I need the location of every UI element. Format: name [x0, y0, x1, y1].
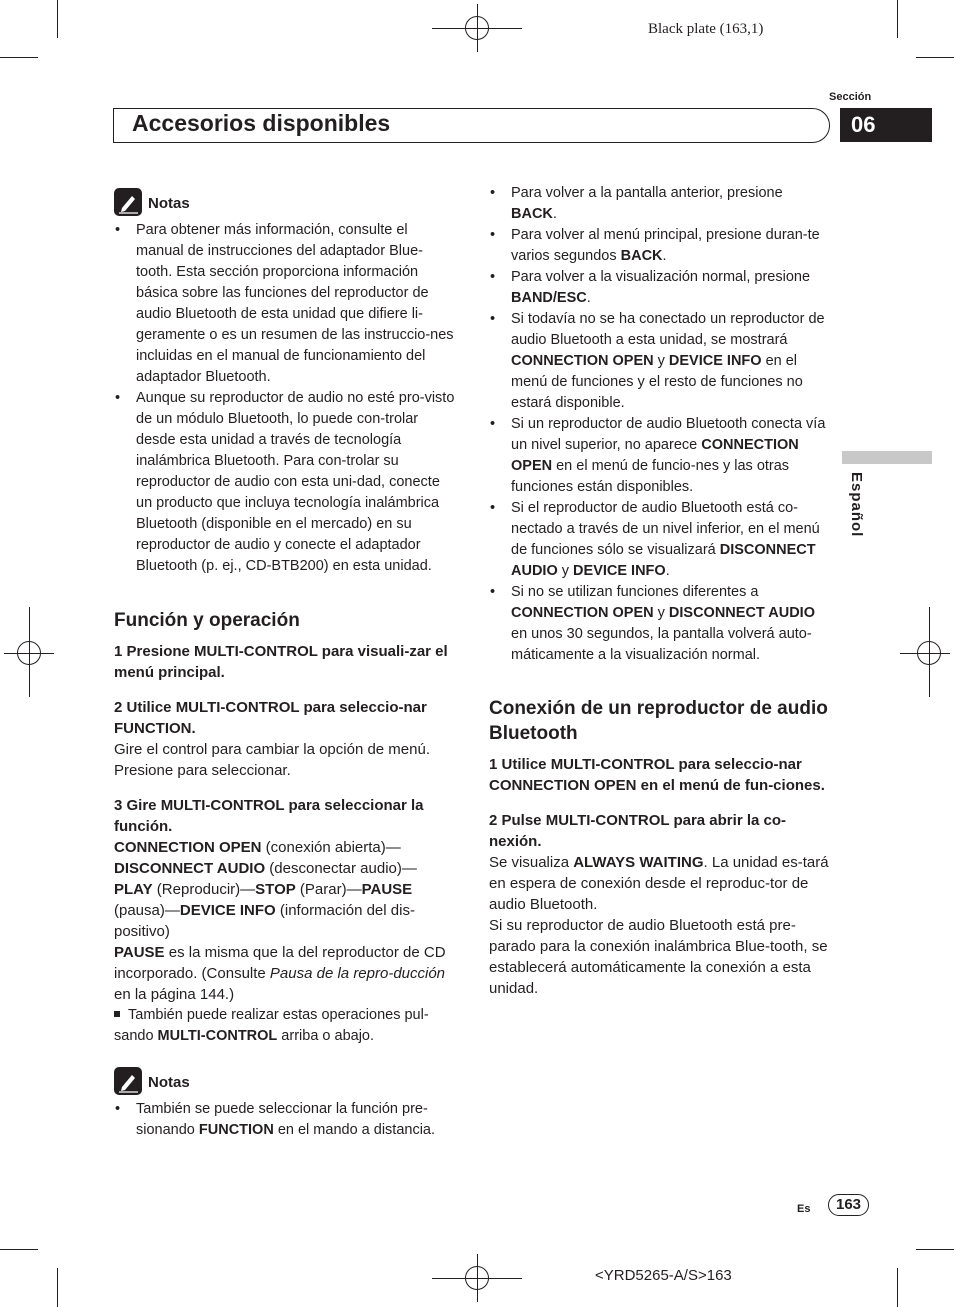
body-text: Se visualiza — [489, 854, 574, 871]
notes-label: Notas — [148, 1074, 190, 1091]
bullet-icon: • — [490, 311, 496, 327]
bullet-icon: • — [490, 185, 496, 201]
body-text: y — [557, 563, 574, 579]
page-title: Accesorios disponibles — [132, 110, 391, 136]
function-desc: (desconectar audio)— — [265, 860, 417, 877]
bullet-icon: • — [115, 222, 121, 238]
body-text: Si el reproductor de audio Bluetooth está co-nectado a través de un nivel inferior, en el menú de funciones sólo se visualizará — [511, 500, 820, 558]
step-heading: 1 Presione MULTI-CONTROL para visuali-zar el menú principal. — [114, 643, 448, 681]
crop-mark — [57, 0, 58, 38]
bullet-icon: • — [115, 390, 121, 406]
keyword: CONNECTION OPEN — [511, 437, 799, 474]
function-desc: (Parar)— — [295, 881, 362, 898]
pause-paragraph — [114, 942, 459, 1005]
bullet-icon: • — [115, 1101, 121, 1117]
keyword: CONNECTION OPEN — [511, 605, 654, 621]
cross-reference: Pausa de la repro-ducción — [269, 965, 446, 982]
list-item: • Si el reproductor de audio Bluetooth está co-nectado a través de un nivel inferior, en el menú de funciones sólo se visualizará DISCONNECT AUDIO y DEVICE INFO. — [490, 500, 820, 579]
body-text: . La unidad es-tará en espera de conexión desde el reproduc-tor de audio Bluetooth. — [489, 854, 829, 913]
keyword: ALWAYS WAITING — [573, 854, 704, 871]
keyword: BAND/ESC — [511, 290, 587, 306]
body-text: en el menú de funcio-nes y las otras funciones están disponibles. — [511, 458, 790, 495]
square-bullet-icon — [114, 1011, 120, 1017]
section-label: Sección — [829, 91, 872, 103]
step-heading: 3 Gire MULTI-CONTROL para seleccionar la función. — [114, 797, 424, 835]
footer-language: Es — [797, 1203, 811, 1215]
list-item: • Para volver a la pantalla anterior, presione BACK. — [490, 185, 783, 222]
document-code: <YRD5265-A/S>163 — [595, 1267, 732, 1284]
notes-text: También se puede seleccionar la función pre-sionando — [136, 1101, 428, 1138]
step-heading: 2 Pulse MULTI-CONTROL para abrir la co-nexión. — [489, 812, 786, 850]
function-name: PLAY — [114, 881, 153, 898]
crop-mark — [916, 1249, 954, 1250]
bullet-icon: • — [490, 500, 496, 516]
tip-text: También puede realizar estas operaciones pul-sando — [114, 1007, 429, 1044]
function-desc: (Reproducir)— — [152, 881, 256, 898]
body-text: en la página 144.) — [114, 986, 235, 1003]
left-column — [114, 188, 459, 1141]
plate-label: Black plate (163,1) — [648, 21, 764, 37]
crop-mark — [0, 57, 38, 58]
list-item — [114, 1099, 459, 1141]
step-body — [489, 852, 831, 915]
function-name: DISCONNECT AUDIO — [114, 860, 266, 877]
function-name: DEVICE INFO — [179, 902, 276, 919]
list-item: • Para volver al menú principal, presione duran-te varios segundos BACK. — [490, 227, 820, 264]
function-list — [114, 837, 459, 942]
notes-text: en el mando a distancia. — [273, 1122, 436, 1138]
crop-mark — [897, 1268, 898, 1307]
body-text: en unos 30 segundos, la pantalla volverá auto-máticamente a la visualización normal. — [511, 626, 812, 663]
list-item — [489, 582, 831, 666]
registration-line — [900, 653, 950, 654]
notes-text: Para obtener más información, consulte el manual de instrucciones del adaptador Blue-tooth. Esta sección proporciona información básica sobre las funciones del reproductor de audio Bluetooth de esta unidad que difiere li-geramente o es un resumen de las instruccio-nes incluidas en el manual de funcionamiento del adaptador Bluetooth. — [136, 222, 454, 385]
section-heading: Función y operación — [114, 610, 300, 631]
registration-line — [477, 1254, 478, 1302]
bullet-icon: • — [490, 584, 496, 600]
crop-mark — [897, 0, 898, 38]
body-text: Para volver al menú principal, presione duran-te varios segundos — [511, 227, 820, 264]
section-heading: Conexión de un reproductor de audio Bluetooth — [489, 698, 828, 744]
bullet-icon: • — [490, 227, 496, 243]
body-text: y — [653, 605, 669, 621]
tip-item — [114, 1005, 459, 1047]
page-number: 163 — [828, 1194, 869, 1216]
body-text: Para volver a la visualización normal, presione — [511, 269, 811, 285]
function-name: STOP — [255, 881, 296, 898]
function-name: CONNECTION OPEN — [114, 839, 262, 856]
notes-bold: FUNCTION — [198, 1122, 274, 1138]
step-body: Gire el control para cambiar la opción de menú. Presione para seleccionar. — [114, 741, 430, 779]
list-item — [489, 414, 831, 498]
notes-text: Aunque su reproductor de audio no esté pro-visto de un módulo Bluetooth, lo puede con-trolar desde esta unidad a través de tecnología inalámbrica Bluetooth. Para con-trolar su reproductor de audio con esta uni-dad, conecte un producto que incluya tecnología inalámbrica Bluetooth (disponible en el mercado) en su reproductor de audio y conecte el adaptador Bluetooth (p. ej., CD-BTB200) en esta unidad. — [136, 390, 455, 574]
section-number-badge: 06 — [840, 108, 932, 142]
notes-header — [114, 188, 459, 218]
body-text: es la misma que la del reproductor de CD incorporado. (Consulte — [114, 944, 446, 982]
crop-mark — [0, 1249, 38, 1250]
right-column — [489, 183, 831, 999]
function-name: PAUSE — [361, 881, 413, 898]
list-item — [114, 220, 459, 388]
step-heading: 1 Utilice MULTI-CONTROL para seleccio-nar CONNECTION OPEN en el menú de fun-ciones. — [489, 756, 825, 794]
keyword: BACK — [620, 248, 663, 264]
body-text: Si un reproductor de audio Bluetooth conecta vía un nivel superior, no aparece — [511, 416, 826, 453]
function-desc: (conexión abierta)— — [261, 839, 401, 856]
function-desc: (información del dis-positivo) — [114, 902, 415, 940]
registration-line — [477, 4, 478, 52]
crop-mark — [916, 57, 954, 58]
tip-text: arriba o abajo. — [277, 1028, 375, 1044]
keyword: DISCONNECT AUDIO — [511, 542, 816, 579]
pencil-note-icon — [114, 1067, 142, 1095]
notes-header — [114, 1067, 459, 1097]
body-text: Si todavía no se ha conectado un reproductor de audio Bluetooth a esta unidad, se mostrará — [511, 311, 825, 348]
body-text: en el menú de funciones y el resto de funciones no estará disponible. — [511, 353, 803, 411]
list-item — [114, 388, 459, 577]
body-text: y — [653, 353, 669, 369]
function-name: PAUSE — [114, 944, 165, 961]
tip-bold: MULTI-CONTROL — [157, 1028, 278, 1044]
function-desc: (pausa)— — [114, 902, 180, 919]
language-tab — [842, 451, 932, 464]
bullet-icon: • — [490, 269, 496, 285]
list-item: • Para volver a la visualización normal, presione BAND/ESC. — [490, 269, 811, 306]
keyword: DEVICE INFO — [668, 353, 762, 369]
keyword: CONNECTION OPEN — [511, 353, 654, 369]
keyword: DISCONNECT AUDIO — [668, 605, 815, 621]
pencil-note-icon — [114, 188, 142, 216]
step-body: Si su reproductor de audio Bluetooth está pre-parado para la conexión inalámbrica Blue-tooth, se establecerá automáticamente la conexión a esta unidad. — [489, 917, 828, 997]
list-item — [489, 309, 831, 414]
body-text: Para volver a la pantalla anterior, presione — [511, 185, 783, 201]
registration-line — [29, 607, 30, 697]
keyword: BACK — [511, 206, 553, 222]
registration-line — [929, 607, 930, 697]
body-text: Si no se utilizan funciones diferentes a — [511, 584, 759, 600]
bullet-icon: • — [490, 416, 496, 432]
notes-label: Notas — [148, 195, 190, 212]
language-label: Español — [848, 472, 865, 538]
keyword: DEVICE INFO — [573, 563, 666, 579]
step-heading: 2 Utilice MULTI-CONTROL para seleccio-nar FUNCTION. — [114, 699, 427, 737]
crop-mark — [57, 1268, 58, 1307]
